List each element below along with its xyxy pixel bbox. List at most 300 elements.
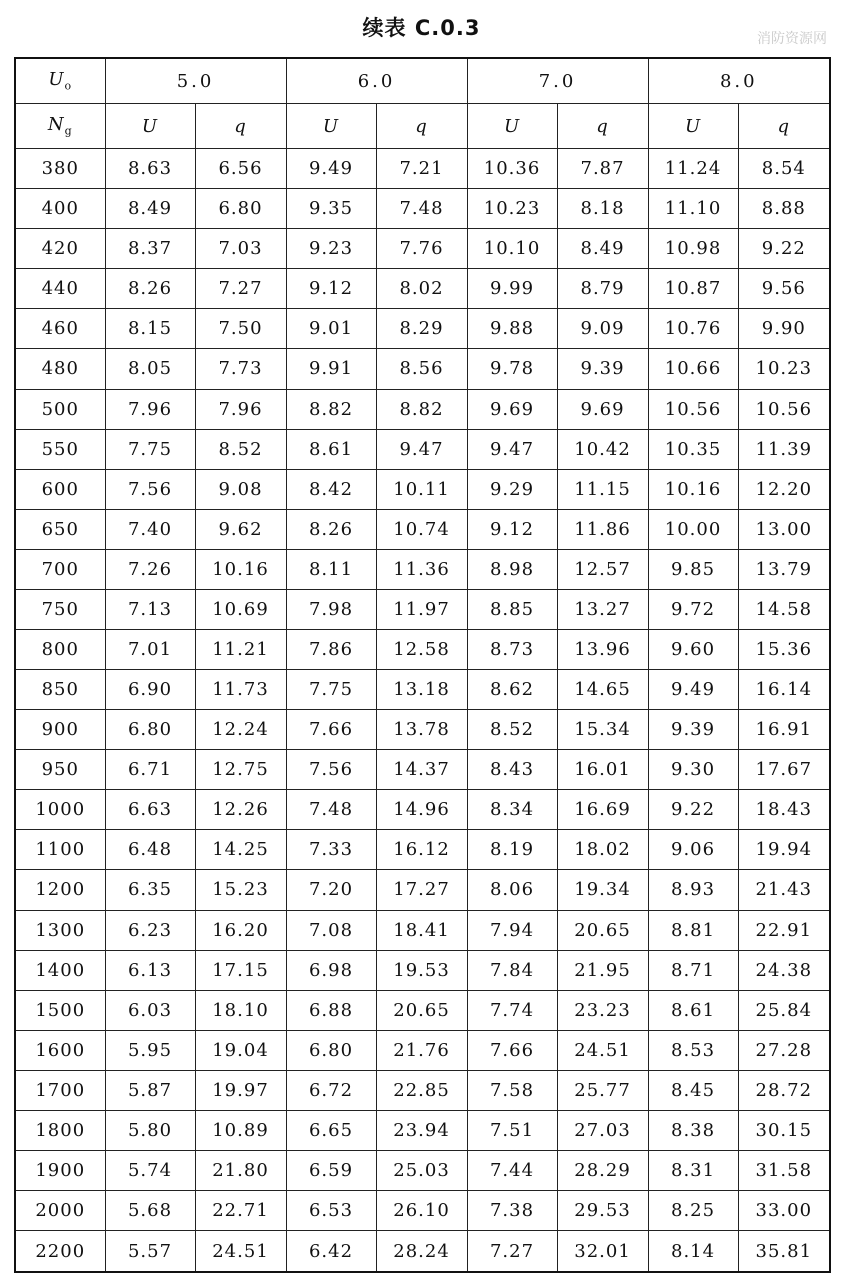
table-cell: 11.36 bbox=[376, 549, 467, 589]
table-cell: 5.87 bbox=[105, 1070, 195, 1110]
table-cell: 9.72 bbox=[648, 589, 738, 629]
ng-value-cell: 380 bbox=[15, 149, 105, 189]
table-cell: 9.12 bbox=[467, 509, 557, 549]
table-cell: 7.26 bbox=[105, 549, 195, 589]
table-cell: 7.56 bbox=[286, 750, 376, 790]
table-cell: 15.36 bbox=[738, 629, 830, 669]
table-cell: 8.52 bbox=[467, 710, 557, 750]
table-row bbox=[15, 950, 830, 990]
u0-symbol: U bbox=[48, 69, 65, 91]
table-cell: 9.23 bbox=[286, 229, 376, 269]
table-cell: 6.72 bbox=[286, 1070, 376, 1110]
coefficient-table bbox=[14, 57, 831, 1273]
table-cell: 16.20 bbox=[195, 910, 286, 950]
table-cell: 9.69 bbox=[467, 389, 557, 429]
table-cell: 20.65 bbox=[376, 990, 467, 1030]
table-cell: 7.58 bbox=[467, 1070, 557, 1110]
table-cell: 9.47 bbox=[467, 429, 557, 469]
table-cell: 7.87 bbox=[557, 149, 648, 189]
table-cell: 7.38 bbox=[467, 1191, 557, 1231]
table-row bbox=[15, 469, 830, 509]
page-title: 续表 C.0.3 bbox=[362, 16, 481, 40]
table-cell: 14.37 bbox=[376, 750, 467, 790]
table-cell: 10.42 bbox=[557, 429, 648, 469]
table-cell: 9.09 bbox=[557, 309, 648, 349]
table-cell: 9.39 bbox=[557, 349, 648, 389]
table-cell: 9.49 bbox=[648, 670, 738, 710]
table-cell: 31.58 bbox=[738, 1150, 830, 1190]
table-cell: 7.20 bbox=[286, 870, 376, 910]
table-cell: 8.56 bbox=[376, 349, 467, 389]
table-cell: 9.90 bbox=[738, 309, 830, 349]
table-cell: 7.51 bbox=[467, 1110, 557, 1150]
table-cell: 10.00 bbox=[648, 509, 738, 549]
table-cell: 27.03 bbox=[557, 1110, 648, 1150]
ng-value-cell: 1000 bbox=[15, 790, 105, 830]
table-cell: 12.58 bbox=[376, 629, 467, 669]
u0-value-8: 8.0 bbox=[648, 58, 830, 104]
table-cell: 9.35 bbox=[286, 189, 376, 229]
table-cell: 27.28 bbox=[738, 1030, 830, 1070]
table-row bbox=[15, 189, 830, 229]
table-cell: 9.39 bbox=[648, 710, 738, 750]
table-cell: 8.31 bbox=[648, 1150, 738, 1190]
table-cell: 8.37 bbox=[105, 229, 195, 269]
table-cell: 8.61 bbox=[286, 429, 376, 469]
table-cell: 8.29 bbox=[376, 309, 467, 349]
table-cell: 9.06 bbox=[648, 830, 738, 870]
table-cell: 28.72 bbox=[738, 1070, 830, 1110]
table-cell: 8.49 bbox=[105, 189, 195, 229]
table-cell: 18.10 bbox=[195, 990, 286, 1030]
table-cell: 21.76 bbox=[376, 1030, 467, 1070]
table-cell: 17.27 bbox=[376, 870, 467, 910]
table-body bbox=[15, 58, 830, 1272]
table-cell: 7.75 bbox=[105, 429, 195, 469]
col-label-q: q bbox=[738, 104, 830, 149]
table-cell: 8.06 bbox=[467, 870, 557, 910]
table-cell: 12.20 bbox=[738, 469, 830, 509]
table-cell: 9.49 bbox=[286, 149, 376, 189]
table-cell: 8.98 bbox=[467, 549, 557, 589]
table-cell: 21.95 bbox=[557, 950, 648, 990]
watermark: 消防资源网 bbox=[757, 31, 827, 47]
table-cell: 9.22 bbox=[738, 229, 830, 269]
ng-value-cell: 440 bbox=[15, 269, 105, 309]
table-row bbox=[15, 670, 830, 710]
table-cell: 8.53 bbox=[648, 1030, 738, 1070]
table-cell: 7.01 bbox=[105, 629, 195, 669]
table-cell: 9.99 bbox=[467, 269, 557, 309]
table-cell: 10.56 bbox=[738, 389, 830, 429]
table-cell: 8.52 bbox=[195, 429, 286, 469]
table-cell: 12.75 bbox=[195, 750, 286, 790]
u0-value-7: 7.0 bbox=[467, 58, 648, 104]
table-cell: 7.27 bbox=[467, 1231, 557, 1272]
table-cell: 28.29 bbox=[557, 1150, 648, 1190]
table-cell: 22.85 bbox=[376, 1070, 467, 1110]
table-cell: 14.65 bbox=[557, 670, 648, 710]
table-cell: 26.10 bbox=[376, 1191, 467, 1231]
table-row bbox=[15, 1030, 830, 1070]
table-cell: 8.71 bbox=[648, 950, 738, 990]
table-cell: 13.18 bbox=[376, 670, 467, 710]
table-cell: 10.16 bbox=[648, 469, 738, 509]
table-cell: 7.96 bbox=[105, 389, 195, 429]
col-label-u: U bbox=[105, 104, 195, 149]
ng-value-cell: 2200 bbox=[15, 1231, 105, 1272]
ng-value-cell: 420 bbox=[15, 229, 105, 269]
table-cell: 10.23 bbox=[738, 349, 830, 389]
table-row bbox=[15, 1110, 830, 1150]
table-cell: 32.01 bbox=[557, 1231, 648, 1272]
table-cell: 29.53 bbox=[557, 1191, 648, 1231]
table-row bbox=[15, 870, 830, 910]
table-cell: 23.23 bbox=[557, 990, 648, 1030]
table-cell: 30.15 bbox=[738, 1110, 830, 1150]
table-cell: 6.59 bbox=[286, 1150, 376, 1190]
ng-value-cell: 950 bbox=[15, 750, 105, 790]
table-cell: 16.14 bbox=[738, 670, 830, 710]
table-cell: 7.76 bbox=[376, 229, 467, 269]
table-cell: 11.86 bbox=[557, 509, 648, 549]
table-cell: 33.00 bbox=[738, 1191, 830, 1231]
table-cell: 9.08 bbox=[195, 469, 286, 509]
table-cell: 5.57 bbox=[105, 1231, 195, 1272]
table-cell: 11.24 bbox=[648, 149, 738, 189]
table-cell: 5.80 bbox=[105, 1110, 195, 1150]
table-row bbox=[15, 990, 830, 1030]
table-cell: 18.43 bbox=[738, 790, 830, 830]
table-cell: 16.12 bbox=[376, 830, 467, 870]
table-cell: 11.73 bbox=[195, 670, 286, 710]
table-cell: 8.82 bbox=[376, 389, 467, 429]
table-row bbox=[15, 1150, 830, 1190]
table-cell: 11.39 bbox=[738, 429, 830, 469]
ng-value-cell: 850 bbox=[15, 670, 105, 710]
ng-value-cell: 2000 bbox=[15, 1191, 105, 1231]
table-cell: 6.03 bbox=[105, 990, 195, 1030]
table-cell: 6.63 bbox=[105, 790, 195, 830]
table-cell: 6.90 bbox=[105, 670, 195, 710]
table-cell: 11.21 bbox=[195, 629, 286, 669]
table-cell: 10.16 bbox=[195, 549, 286, 589]
table-cell: 17.15 bbox=[195, 950, 286, 990]
table-cell: 24.38 bbox=[738, 950, 830, 990]
table-cell: 9.30 bbox=[648, 750, 738, 790]
u0-value-5: 5.0 bbox=[105, 58, 286, 104]
ng-value-cell: 1500 bbox=[15, 990, 105, 1030]
table-cell: 7.33 bbox=[286, 830, 376, 870]
table-cell: 9.91 bbox=[286, 349, 376, 389]
table-row bbox=[15, 830, 830, 870]
col-label-u: U bbox=[286, 104, 376, 149]
table-cell: 9.56 bbox=[738, 269, 830, 309]
ng-value-cell: 500 bbox=[15, 389, 105, 429]
table-cell: 13.78 bbox=[376, 710, 467, 750]
table-row bbox=[15, 349, 830, 389]
ng-value-cell: 480 bbox=[15, 349, 105, 389]
u0-header bbox=[15, 58, 105, 104]
table-cell: 10.89 bbox=[195, 1110, 286, 1150]
table-cell: 9.47 bbox=[376, 429, 467, 469]
table-cell: 8.26 bbox=[105, 269, 195, 309]
table-cell: 7.27 bbox=[195, 269, 286, 309]
table-cell: 7.13 bbox=[105, 589, 195, 629]
table-row bbox=[15, 509, 830, 549]
table-cell: 12.24 bbox=[195, 710, 286, 750]
table-row bbox=[15, 1070, 830, 1110]
table-cell: 18.02 bbox=[557, 830, 648, 870]
table-cell: 8.82 bbox=[286, 389, 376, 429]
table-cell: 9.85 bbox=[648, 549, 738, 589]
table-cell: 35.81 bbox=[738, 1231, 830, 1272]
table-cell: 10.36 bbox=[467, 149, 557, 189]
col-label-q: q bbox=[195, 104, 286, 149]
table-row bbox=[15, 1191, 830, 1231]
table-cell: 6.53 bbox=[286, 1191, 376, 1231]
ng-value-cell: 900 bbox=[15, 710, 105, 750]
table-cell: 8.25 bbox=[648, 1191, 738, 1231]
table-cell: 7.84 bbox=[467, 950, 557, 990]
table-cell: 19.53 bbox=[376, 950, 467, 990]
table-cell: 6.80 bbox=[195, 189, 286, 229]
table-cell: 8.18 bbox=[557, 189, 648, 229]
table-cell: 21.80 bbox=[195, 1150, 286, 1190]
table-cell: 19.94 bbox=[738, 830, 830, 870]
table-cell: 10.76 bbox=[648, 309, 738, 349]
ng-value-cell: 750 bbox=[15, 589, 105, 629]
table-cell: 7.86 bbox=[286, 629, 376, 669]
table-cell: 11.15 bbox=[557, 469, 648, 509]
table-cell: 8.14 bbox=[648, 1231, 738, 1272]
table-cell: 7.21 bbox=[376, 149, 467, 189]
col-label-q: q bbox=[376, 104, 467, 149]
table-cell: 9.88 bbox=[467, 309, 557, 349]
table-cell: 7.75 bbox=[286, 670, 376, 710]
table-cell: 8.43 bbox=[467, 750, 557, 790]
table-cell: 24.51 bbox=[557, 1030, 648, 1070]
table-cell: 13.79 bbox=[738, 549, 830, 589]
table-cell: 21.43 bbox=[738, 870, 830, 910]
table-cell: 8.05 bbox=[105, 349, 195, 389]
table-cell: 9.62 bbox=[195, 509, 286, 549]
table-cell: 8.61 bbox=[648, 990, 738, 1030]
table-cell: 6.56 bbox=[195, 149, 286, 189]
table-cell: 8.26 bbox=[286, 509, 376, 549]
table-cell: 10.74 bbox=[376, 509, 467, 549]
table-row bbox=[15, 710, 830, 750]
table-cell: 22.71 bbox=[195, 1191, 286, 1231]
table-cell: 8.15 bbox=[105, 309, 195, 349]
ng-value-cell: 1800 bbox=[15, 1110, 105, 1150]
table-cell: 16.69 bbox=[557, 790, 648, 830]
table-cell: 9.60 bbox=[648, 629, 738, 669]
table-cell: 15.23 bbox=[195, 870, 286, 910]
table-row bbox=[15, 750, 830, 790]
ng-value-cell: 550 bbox=[15, 429, 105, 469]
table-cell: 17.67 bbox=[738, 750, 830, 790]
col-label-u: U bbox=[648, 104, 738, 149]
table-cell: 18.41 bbox=[376, 910, 467, 950]
table-cell: 8.49 bbox=[557, 229, 648, 269]
ng-value-cell: 1600 bbox=[15, 1030, 105, 1070]
table-cell: 6.98 bbox=[286, 950, 376, 990]
table-cell: 9.22 bbox=[648, 790, 738, 830]
table-row bbox=[15, 429, 830, 469]
table-row bbox=[15, 910, 830, 950]
table-cell: 6.71 bbox=[105, 750, 195, 790]
table-cell: 7.50 bbox=[195, 309, 286, 349]
table-cell: 14.96 bbox=[376, 790, 467, 830]
ng-value-cell: 1200 bbox=[15, 870, 105, 910]
table-cell: 9.12 bbox=[286, 269, 376, 309]
table-cell: 10.35 bbox=[648, 429, 738, 469]
table-cell: 7.44 bbox=[467, 1150, 557, 1190]
table-cell: 5.95 bbox=[105, 1030, 195, 1070]
table-cell: 22.91 bbox=[738, 910, 830, 950]
table-cell: 13.96 bbox=[557, 629, 648, 669]
table-cell: 7.48 bbox=[376, 189, 467, 229]
ng-header bbox=[15, 104, 105, 149]
ng-value-cell: 1700 bbox=[15, 1070, 105, 1110]
table-cell: 6.80 bbox=[286, 1030, 376, 1070]
table-row bbox=[15, 589, 830, 629]
table-cell: 7.56 bbox=[105, 469, 195, 509]
table-cell: 8.63 bbox=[105, 149, 195, 189]
table-cell: 19.34 bbox=[557, 870, 648, 910]
u0-value-6: 6.0 bbox=[286, 58, 467, 104]
table-cell: 7.48 bbox=[286, 790, 376, 830]
table-cell: 8.38 bbox=[648, 1110, 738, 1150]
table-cell: 11.97 bbox=[376, 589, 467, 629]
table-cell: 8.19 bbox=[467, 830, 557, 870]
table-cell: 7.66 bbox=[286, 710, 376, 750]
ng-subscript: g bbox=[64, 124, 73, 138]
table-cell: 6.13 bbox=[105, 950, 195, 990]
table-cell: 10.11 bbox=[376, 469, 467, 509]
table-cell: 6.42 bbox=[286, 1231, 376, 1272]
table-cell: 8.62 bbox=[467, 670, 557, 710]
table-cell: 8.93 bbox=[648, 870, 738, 910]
table-cell: 11.10 bbox=[648, 189, 738, 229]
table-cell: 12.26 bbox=[195, 790, 286, 830]
table-cell: 16.91 bbox=[738, 710, 830, 750]
table-cell: 15.34 bbox=[557, 710, 648, 750]
table-cell: 10.10 bbox=[467, 229, 557, 269]
table-cell: 24.51 bbox=[195, 1231, 286, 1272]
table-row bbox=[15, 389, 830, 429]
table-cell: 9.69 bbox=[557, 389, 648, 429]
table-cell: 25.84 bbox=[738, 990, 830, 1030]
table-cell: 9.01 bbox=[286, 309, 376, 349]
table-cell: 23.94 bbox=[376, 1110, 467, 1150]
table-cell: 8.85 bbox=[467, 589, 557, 629]
table-cell: 7.08 bbox=[286, 910, 376, 950]
table-cell: 6.35 bbox=[105, 870, 195, 910]
table-row bbox=[15, 149, 830, 189]
table-cell: 6.48 bbox=[105, 830, 195, 870]
table-cell: 7.66 bbox=[467, 1030, 557, 1070]
table-cell: 8.81 bbox=[648, 910, 738, 950]
table-cell: 14.25 bbox=[195, 830, 286, 870]
table-cell: 9.78 bbox=[467, 349, 557, 389]
ng-value-cell: 400 bbox=[15, 189, 105, 229]
ng-value-cell: 1400 bbox=[15, 950, 105, 990]
col-label-q: q bbox=[557, 104, 648, 149]
ng-value-cell: 1100 bbox=[15, 830, 105, 870]
table-cell: 8.73 bbox=[467, 629, 557, 669]
table-cell: 7.40 bbox=[105, 509, 195, 549]
table-cell: 10.66 bbox=[648, 349, 738, 389]
table-cell: 8.54 bbox=[738, 149, 830, 189]
table-cell: 6.88 bbox=[286, 990, 376, 1030]
table-cell: 13.27 bbox=[557, 589, 648, 629]
table-cell: 7.94 bbox=[467, 910, 557, 950]
ng-value-cell: 800 bbox=[15, 629, 105, 669]
table-cell: 20.65 bbox=[557, 910, 648, 950]
table-cell: 6.80 bbox=[105, 710, 195, 750]
table-cell: 10.69 bbox=[195, 589, 286, 629]
ng-value-cell: 650 bbox=[15, 509, 105, 549]
table-cell: 10.98 bbox=[648, 229, 738, 269]
table-cell: 6.65 bbox=[286, 1110, 376, 1150]
table-row bbox=[15, 309, 830, 349]
table-row bbox=[15, 269, 830, 309]
table-cell: 28.24 bbox=[376, 1231, 467, 1272]
table-row bbox=[15, 629, 830, 669]
table-cell: 19.04 bbox=[195, 1030, 286, 1070]
ng-value-cell: 1300 bbox=[15, 910, 105, 950]
table-cell: 25.03 bbox=[376, 1150, 467, 1190]
table-cell: 7.96 bbox=[195, 389, 286, 429]
table-cell: 7.73 bbox=[195, 349, 286, 389]
table-cell: 7.98 bbox=[286, 589, 376, 629]
ng-value-cell: 700 bbox=[15, 549, 105, 589]
table-row bbox=[15, 549, 830, 589]
table-cell: 9.29 bbox=[467, 469, 557, 509]
table-cell: 8.88 bbox=[738, 189, 830, 229]
table-cell: 8.79 bbox=[557, 269, 648, 309]
table-cell: 10.87 bbox=[648, 269, 738, 309]
table-row bbox=[15, 1231, 830, 1272]
ng-symbol: N bbox=[47, 114, 65, 136]
table-cell: 6.23 bbox=[105, 910, 195, 950]
table-cell: 8.42 bbox=[286, 469, 376, 509]
table-cell: 8.45 bbox=[648, 1070, 738, 1110]
table-cell: 8.34 bbox=[467, 790, 557, 830]
table-cell: 8.02 bbox=[376, 269, 467, 309]
table-cell: 16.01 bbox=[557, 750, 648, 790]
ng-value-cell: 1900 bbox=[15, 1150, 105, 1190]
table-cell: 19.97 bbox=[195, 1070, 286, 1110]
table-cell: 10.56 bbox=[648, 389, 738, 429]
table-cell: 8.11 bbox=[286, 549, 376, 589]
table-cell: 5.74 bbox=[105, 1150, 195, 1190]
ng-value-cell: 460 bbox=[15, 309, 105, 349]
table-cell: 25.77 bbox=[557, 1070, 648, 1110]
table-cell: 5.68 bbox=[105, 1191, 195, 1231]
header-row-columns bbox=[15, 104, 830, 149]
table-cell: 14.58 bbox=[738, 589, 830, 629]
table-cell: 12.57 bbox=[557, 549, 648, 589]
header-row-u0 bbox=[15, 58, 830, 104]
table-row bbox=[15, 229, 830, 269]
table-cell: 10.23 bbox=[467, 189, 557, 229]
ng-value-cell: 600 bbox=[15, 469, 105, 509]
col-label-u: U bbox=[467, 104, 557, 149]
table-cell: 7.03 bbox=[195, 229, 286, 269]
